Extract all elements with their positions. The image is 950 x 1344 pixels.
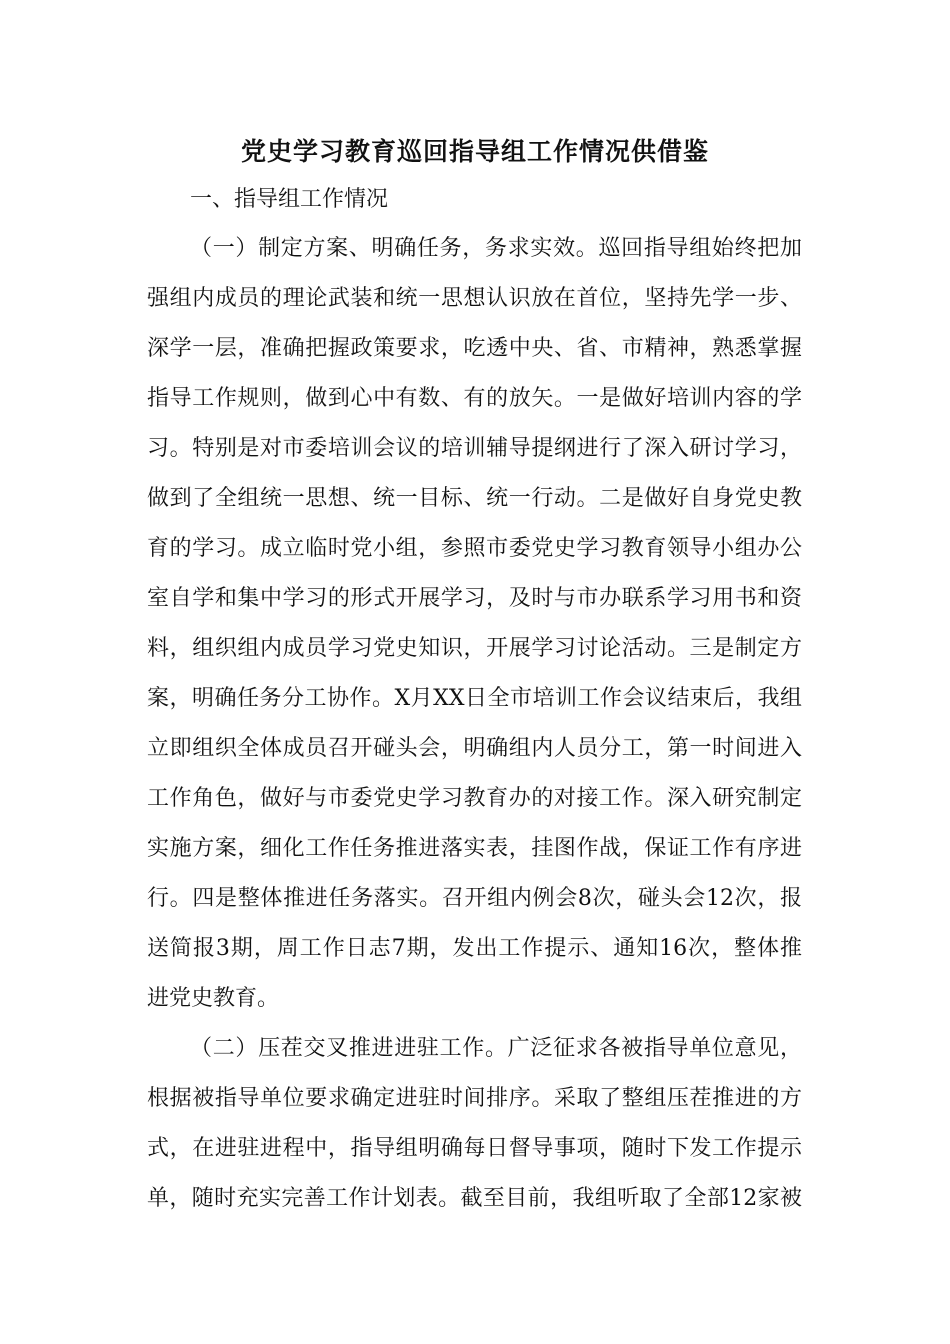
paragraph-1-line-9: 料，组织组内成员学习党史知识，开展学习讨论活动。三是制定方 <box>147 636 802 661</box>
paragraph-2-line-4: 单，随时充实完善工作计划表。截至目前，我组听取了全部12家被 <box>147 1186 802 1211</box>
paragraph-2-line-3: 式，在进驻进程中，指导组明确每日督导事项，随时下发工作提示 <box>147 1136 802 1161</box>
paragraph-1-line-6: 做到了全组统一思想、统一目标、统一行动。二是做好自身党史教 <box>147 486 802 511</box>
paragraph-1-line-8: 室自学和集中学习的形式开展学习，及时与市办联系学习用书和资 <box>147 586 802 611</box>
paragraph-1-line-16: 进党史教育。 <box>147 986 280 1011</box>
paragraph-1-line-11: 立即组织全体成员召开碰头会，明确组内人员分工，第一时间进入 <box>147 736 802 761</box>
paragraph-1-line-5: 习。特别是对市委培训会议的培训辅导提纲进行了深入研讨学习， <box>147 436 802 461</box>
paragraph-1-line-15: 送简报3期，周工作日志7期，发出工作提示、通知16次，整体推 <box>147 936 802 961</box>
paragraph-2-line-2: 根据被指导单位要求确定进驻时间排序。采取了整组压茬推进的方 <box>147 1086 802 1111</box>
paragraph-1-line-10: 案，明确任务分工协作。X月XX日全市培训工作会议结束后，我组 <box>147 686 802 711</box>
paragraph-1-line-14: 行。四是整体推进任务落实。召开组内例会8次，碰头会12次，报 <box>147 886 802 911</box>
paragraph-1-line-2: 强组内成员的理论武装和统一思想认识放在首位，坚持先学一步、 <box>147 286 802 311</box>
paragraph-1-line-12: 工作角色，做好与市委党史学习教育办的对接工作。深入研究制定 <box>147 786 802 811</box>
paragraph-2-line-1: （二）压茬交叉推进进驻工作。广泛征求各被指导单位意见， <box>190 1036 802 1061</box>
paragraph-1-line-13: 实施方案，细化工作任务推进落实表，挂图作战，保证工作有序进 <box>147 836 802 861</box>
section-heading-1: 一、指导组工作情况 <box>190 187 389 212</box>
paragraph-1-line-4: 指导工作规则，做到心中有数、有的放矢。一是做好培训内容的学 <box>147 386 802 411</box>
paragraph-1-line-3: 深学一层，准确把握政策要求，吃透中央、省、市精神，熟悉掌握 <box>147 336 802 361</box>
paragraph-1-line-1: （一）制定方案、明确任务，务求实效。巡回指导组始终把加 <box>190 236 802 261</box>
paragraph-1-line-7: 育的学习。成立临时党小组，参照市委党史学习教育领导小组办公 <box>147 536 802 561</box>
document-title: 党史学习教育巡回指导组工作情况供借鉴 <box>240 137 709 166</box>
